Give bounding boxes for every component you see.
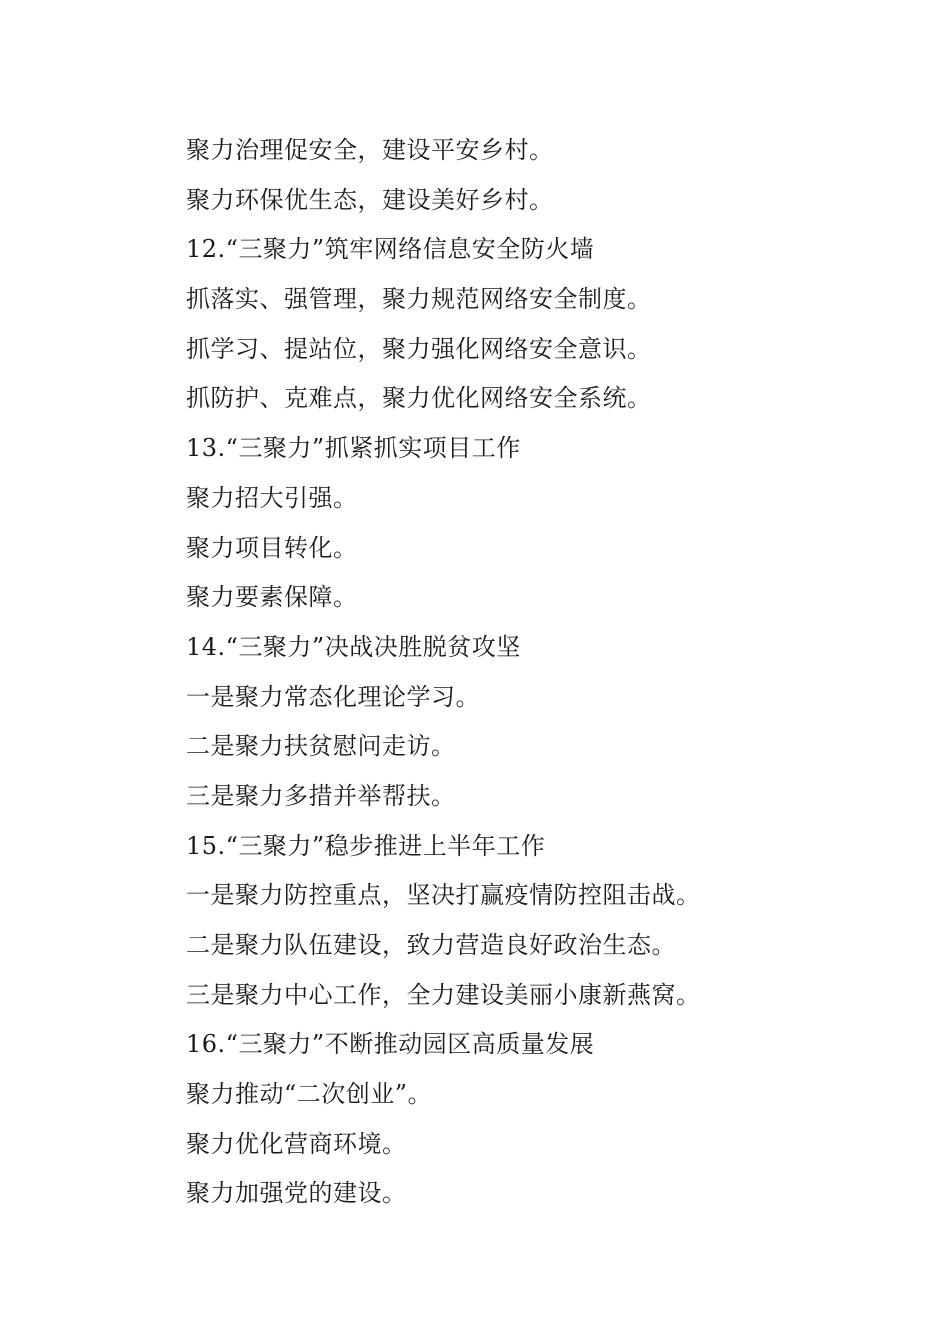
- text-line: 抓落实、强管理，聚力规范网络安全制度。: [186, 285, 652, 314]
- text-line: 三是聚力多措并举帮扶。: [186, 781, 456, 810]
- section-heading: 14.“三聚力”决战决胜脱贫攻坚: [186, 632, 521, 661]
- text-line: 二是聚力扶贫慰问走访。: [186, 732, 456, 761]
- section-heading: 13.“三聚力”抓紧抓实项目工作: [186, 434, 521, 463]
- text-line: 抓学习、提站位，聚力强化网络安全意识。: [186, 334, 652, 363]
- text-line: 聚力推动“二次创业”。: [186, 1080, 433, 1109]
- text-line: 抓防护、克难点，聚力优化网络安全系统。: [186, 384, 652, 413]
- section-heading: 12.“三聚力”筑牢网络信息安全防火墙: [186, 235, 595, 264]
- text-line: 聚力招大引强。: [186, 483, 358, 512]
- text-line: 聚力加强党的建设。: [186, 1179, 407, 1208]
- text-line: 二是聚力队伍建设，致力营造良好政治生态。: [186, 931, 676, 959]
- section-heading: 15.“三聚力”稳步推进上半年工作: [186, 831, 546, 860]
- text-line: 三是聚力中心工作，全力建设美丽小康新燕窝。: [186, 980, 701, 1009]
- text-line: 聚力要素保障。: [186, 583, 358, 612]
- document-body: [186, 126, 906, 1219]
- text-line: 聚力项目转化。: [186, 533, 358, 562]
- text-line: 聚力环保优生态，建设美好乡村。: [186, 185, 554, 214]
- text-line: 聚力优化营商环境。: [186, 1129, 407, 1158]
- text-line: 一是聚力常态化理论学习。: [186, 682, 480, 711]
- section-heading: 16.“三聚力”不断推动园区高质量发展: [186, 1030, 595, 1059]
- text-line: 一是聚力防控重点，坚决打赢疫情防控阻击战。: [186, 881, 701, 910]
- text-line: 聚力治理促安全，建设平安乡村。: [186, 136, 554, 164]
